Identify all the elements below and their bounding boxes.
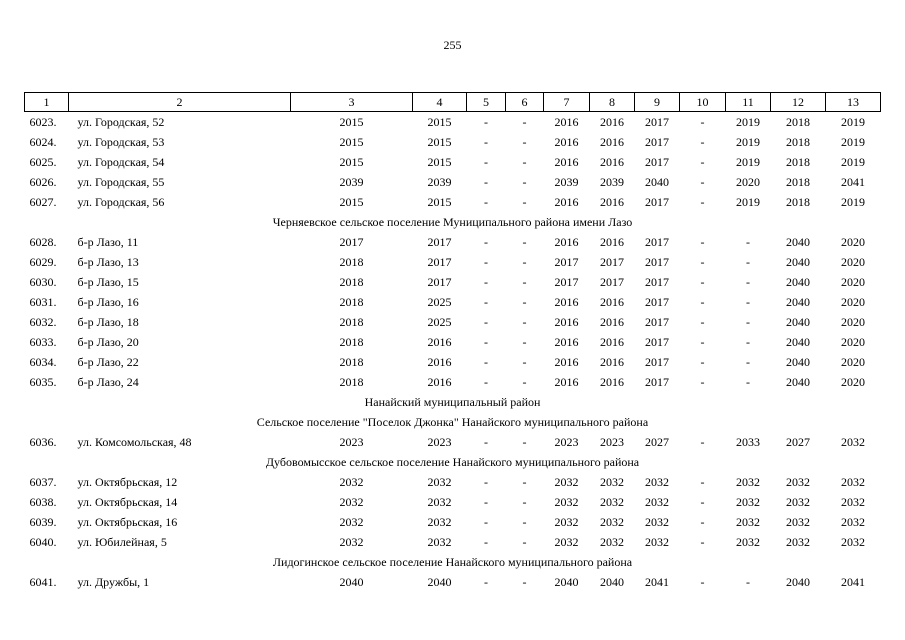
value-cell: 2019 xyxy=(736,115,760,129)
value-cell: - xyxy=(700,535,705,549)
value-cell: 2040 xyxy=(645,175,669,189)
value-cell: 2027 xyxy=(645,435,669,449)
value-cell: - xyxy=(484,435,488,449)
value-cell: 2019 xyxy=(841,195,865,209)
value-cell: 2018 xyxy=(339,295,364,309)
value-cell: 2032 xyxy=(841,495,865,509)
value-cell: 2016 xyxy=(554,355,579,369)
value-cell: 2041 xyxy=(841,575,865,589)
value-cell: - xyxy=(484,255,488,269)
value-cell: - xyxy=(522,115,527,129)
value-cell: - xyxy=(700,115,705,129)
value-cell: - xyxy=(484,475,488,489)
value-cell: 2041 xyxy=(841,175,865,189)
value-cell: - xyxy=(746,575,750,589)
row-number: 6035. xyxy=(29,375,57,389)
value-cell: - xyxy=(484,115,488,129)
column-header: 2 xyxy=(69,93,291,112)
value-cell: 2040 xyxy=(786,315,810,329)
value-cell: - xyxy=(746,295,750,309)
value-cell: 2016 xyxy=(554,195,579,209)
value-cell: 2032 xyxy=(427,535,452,549)
value-cell: 2032 xyxy=(786,475,810,489)
value-cell: 2032 xyxy=(339,495,364,509)
table-row xyxy=(25,492,881,512)
value-cell: 2040 xyxy=(427,575,452,589)
table-row xyxy=(25,132,881,152)
value-cell: 2018 xyxy=(786,155,810,169)
value-cell: 2032 xyxy=(736,515,760,529)
value-cell: 2032 xyxy=(841,475,865,489)
value-cell: 2032 xyxy=(645,475,669,489)
value-cell: - xyxy=(484,575,488,589)
value-cell: 2027 xyxy=(786,435,810,449)
value-cell: 2017 xyxy=(645,315,669,329)
value-cell: 2020 xyxy=(841,355,865,369)
value-cell: 2015 xyxy=(339,135,364,149)
value-cell: 2040 xyxy=(786,295,810,309)
value-cell: - xyxy=(484,295,488,309)
address-cell: б-р Лазо, 11 xyxy=(77,235,139,249)
address-cell: ул. Городская, 55 xyxy=(77,175,165,189)
table-row xyxy=(25,572,881,592)
value-cell: - xyxy=(484,515,488,529)
value-cell: 2032 xyxy=(786,535,810,549)
value-cell: - xyxy=(522,335,527,349)
table-row xyxy=(25,292,881,312)
value-cell: 2039 xyxy=(339,175,364,189)
value-cell: - xyxy=(522,355,527,369)
value-cell: 2040 xyxy=(600,575,624,589)
row-number: 6041. xyxy=(29,575,57,589)
value-cell: - xyxy=(700,335,705,349)
value-cell: - xyxy=(746,335,750,349)
table-row xyxy=(25,232,881,252)
address-cell: б-р Лазо, 13 xyxy=(77,255,139,269)
value-cell: 2032 xyxy=(841,435,865,449)
value-cell: 2018 xyxy=(339,315,364,329)
row-number: 6036. xyxy=(29,435,57,449)
row-number: 6028. xyxy=(29,235,57,249)
table-row xyxy=(25,252,881,272)
row-number: 6031. xyxy=(29,295,57,309)
value-cell: - xyxy=(700,495,705,509)
value-cell: 2018 xyxy=(786,195,810,209)
column-header: 6 xyxy=(506,93,544,112)
value-cell: 2015 xyxy=(339,115,364,129)
value-cell: 2032 xyxy=(554,535,579,549)
value-cell: 2016 xyxy=(600,375,624,389)
column-header: 1 xyxy=(25,93,69,112)
value-cell: 2016 xyxy=(600,195,624,209)
value-cell: 2023 xyxy=(339,435,364,449)
table-row xyxy=(25,192,881,212)
value-cell: 2016 xyxy=(554,115,579,129)
value-cell: - xyxy=(700,255,705,269)
address-cell: ул. Юбилейная, 5 xyxy=(77,535,167,549)
table-row xyxy=(25,432,881,452)
value-cell: - xyxy=(700,475,705,489)
value-cell: - xyxy=(484,135,488,149)
value-cell: - xyxy=(700,355,705,369)
value-cell: 2040 xyxy=(554,575,579,589)
row-number: 6037. xyxy=(29,475,57,489)
value-cell: 2032 xyxy=(736,535,760,549)
value-cell: 2015 xyxy=(339,195,364,209)
header-row xyxy=(25,93,881,112)
value-cell: 2032 xyxy=(339,475,364,489)
column-header: 11 xyxy=(726,93,771,112)
row-number: 6034. xyxy=(29,355,57,369)
value-cell: 2032 xyxy=(554,515,579,529)
value-cell: - xyxy=(746,355,750,369)
value-cell: - xyxy=(484,335,488,349)
value-cell: 2040 xyxy=(786,275,810,289)
address-cell: б-р Лазо, 24 xyxy=(77,375,139,389)
value-cell: 2032 xyxy=(645,535,669,549)
row-number: 6032. xyxy=(29,315,57,329)
value-cell: 2023 xyxy=(427,435,452,449)
value-cell: 2018 xyxy=(339,335,364,349)
value-cell: - xyxy=(484,155,488,169)
value-cell: 2040 xyxy=(339,575,364,589)
value-cell: - xyxy=(484,175,488,189)
value-cell: 2016 xyxy=(600,155,624,169)
value-cell: - xyxy=(522,275,527,289)
value-cell: - xyxy=(522,575,527,589)
value-cell: 2040 xyxy=(786,235,810,249)
value-cell: 2017 xyxy=(427,275,452,289)
value-cell: - xyxy=(700,195,705,209)
value-cell: 2032 xyxy=(600,475,624,489)
value-cell: 2032 xyxy=(645,515,669,529)
value-cell: 2019 xyxy=(736,195,760,209)
value-cell: - xyxy=(700,275,705,289)
row-number: 6027. xyxy=(29,195,57,209)
value-cell: 2016 xyxy=(600,315,624,329)
column-header: 8 xyxy=(590,93,635,112)
value-cell: 2041 xyxy=(645,575,669,589)
value-cell: 2023 xyxy=(554,435,579,449)
value-cell: 2020 xyxy=(841,255,865,269)
value-cell: 2032 xyxy=(339,535,364,549)
value-cell: 2032 xyxy=(645,495,669,509)
section-heading-row xyxy=(25,212,881,232)
section-heading: Дубовомысское сельское поселение Нанайского муниципального района xyxy=(265,455,640,469)
address-cell: б-р Лазо, 18 xyxy=(77,315,139,329)
value-cell: 2032 xyxy=(554,475,579,489)
value-cell: 2018 xyxy=(786,135,810,149)
value-cell: 2039 xyxy=(427,175,452,189)
value-cell: 2032 xyxy=(736,475,760,489)
value-cell: 2017 xyxy=(427,235,452,249)
value-cell: 2032 xyxy=(786,495,810,509)
row-number: 6025. xyxy=(29,155,57,169)
value-cell: 2020 xyxy=(736,175,760,189)
value-cell: 2032 xyxy=(736,495,760,509)
value-cell: 2019 xyxy=(841,115,865,129)
value-cell: 2040 xyxy=(786,355,810,369)
value-cell: 2033 xyxy=(736,435,760,449)
value-cell: 2032 xyxy=(554,495,579,509)
value-cell: 2018 xyxy=(339,255,364,269)
value-cell: 2039 xyxy=(554,175,579,189)
value-cell: 2016 xyxy=(427,335,452,349)
table-row xyxy=(25,272,881,292)
value-cell: - xyxy=(700,135,705,149)
value-cell: - xyxy=(700,155,705,169)
column-header: 3 xyxy=(291,93,413,112)
value-cell: 2016 xyxy=(427,375,452,389)
value-cell: 2040 xyxy=(786,375,810,389)
value-cell: 2016 xyxy=(554,235,579,249)
table-row xyxy=(25,172,881,192)
value-cell: - xyxy=(746,255,750,269)
page-number: 255 xyxy=(443,38,462,52)
row-number: 6029. xyxy=(29,255,57,269)
value-cell: 2016 xyxy=(600,335,624,349)
column-header: 9 xyxy=(635,93,680,112)
value-cell: - xyxy=(522,135,527,149)
value-cell: - xyxy=(522,535,527,549)
table-row xyxy=(25,372,881,392)
address-cell: ул. Городская, 54 xyxy=(77,155,165,169)
value-cell: - xyxy=(746,375,750,389)
value-cell: 2017 xyxy=(600,275,624,289)
value-cell: 2016 xyxy=(554,295,579,309)
address-cell: ул. Октябрьская, 12 xyxy=(77,475,178,489)
value-cell: 2019 xyxy=(841,155,865,169)
data-table xyxy=(24,92,881,592)
value-cell: - xyxy=(700,315,705,329)
value-cell: 2018 xyxy=(339,355,364,369)
value-cell: 2025 xyxy=(427,315,452,329)
value-cell: 2017 xyxy=(645,375,669,389)
value-cell: 2016 xyxy=(554,375,579,389)
value-cell: 2032 xyxy=(339,515,364,529)
value-cell: - xyxy=(484,195,488,209)
value-cell: - xyxy=(522,375,527,389)
value-cell: 2017 xyxy=(645,255,669,269)
value-cell: 2019 xyxy=(736,155,760,169)
table-row xyxy=(25,472,881,492)
value-cell: 2020 xyxy=(841,275,865,289)
value-cell: 2016 xyxy=(554,135,579,149)
value-cell: 2040 xyxy=(786,575,810,589)
column-header: 10 xyxy=(680,93,726,112)
section-heading-row xyxy=(25,552,881,572)
value-cell: 2016 xyxy=(600,355,624,369)
address-cell: б-р Лазо, 16 xyxy=(77,295,139,309)
value-cell: - xyxy=(700,375,705,389)
address-cell: б-р Лазо, 20 xyxy=(77,335,139,349)
value-cell: 2017 xyxy=(645,155,669,169)
value-cell: - xyxy=(522,195,527,209)
value-cell: 2032 xyxy=(600,495,624,509)
value-cell: 2017 xyxy=(645,275,669,289)
value-cell: 2015 xyxy=(427,115,452,129)
section-heading: Нанайский муниципальный район xyxy=(364,395,541,409)
value-cell: - xyxy=(484,315,488,329)
value-cell: 2040 xyxy=(786,335,810,349)
section-heading-row xyxy=(25,392,881,412)
table-row xyxy=(25,112,881,133)
address-cell: ул. Городская, 56 xyxy=(77,195,165,209)
address-cell: ул. Дружбы, 1 xyxy=(77,575,150,589)
row-number: 6038. xyxy=(29,495,57,509)
value-cell: - xyxy=(700,295,705,309)
value-cell: 2017 xyxy=(645,295,669,309)
row-number: 6033. xyxy=(29,335,57,349)
value-cell: 2017 xyxy=(645,235,669,249)
table-row xyxy=(25,352,881,372)
value-cell: - xyxy=(700,435,705,449)
value-cell: - xyxy=(522,295,527,309)
value-cell: 2040 xyxy=(786,255,810,269)
column-header: 13 xyxy=(826,93,881,112)
value-cell: 2032 xyxy=(600,535,624,549)
address-cell: ул. Городская, 53 xyxy=(77,135,165,149)
value-cell: 2023 xyxy=(600,435,624,449)
value-cell: - xyxy=(522,435,527,449)
column-header: 4 xyxy=(413,93,467,112)
value-cell: 2018 xyxy=(339,275,364,289)
value-cell: 2018 xyxy=(786,175,810,189)
value-cell: 2032 xyxy=(786,515,810,529)
value-cell: 2015 xyxy=(339,155,364,169)
row-number: 6030. xyxy=(29,275,57,289)
value-cell: 2015 xyxy=(427,195,452,209)
value-cell: 2017 xyxy=(645,195,669,209)
value-cell: 2015 xyxy=(427,135,452,149)
value-cell: 2016 xyxy=(554,155,579,169)
value-cell: 2016 xyxy=(554,335,579,349)
value-cell: 2032 xyxy=(841,535,865,549)
row-number: 6023. xyxy=(29,115,57,129)
row-number: 6026. xyxy=(29,175,57,189)
value-cell: - xyxy=(700,175,705,189)
value-cell: - xyxy=(700,235,705,249)
address-cell: ул. Комсомольская, 48 xyxy=(77,435,192,449)
value-cell: 2020 xyxy=(841,375,865,389)
address-cell: ул. Городская, 52 xyxy=(77,115,165,129)
value-cell: - xyxy=(522,475,527,489)
value-cell: - xyxy=(522,515,527,529)
value-cell: 2019 xyxy=(736,135,760,149)
value-cell: - xyxy=(522,155,527,169)
table-row xyxy=(25,152,881,172)
value-cell: 2020 xyxy=(841,295,865,309)
table-row xyxy=(25,512,881,532)
row-number: 6039. xyxy=(29,515,57,529)
value-cell: 2016 xyxy=(427,355,452,369)
address-cell: ул. Октябрьская, 14 xyxy=(77,495,178,509)
value-cell: - xyxy=(522,255,527,269)
value-cell: - xyxy=(700,515,705,529)
value-cell: 2017 xyxy=(554,275,579,289)
table-row xyxy=(25,312,881,332)
value-cell: 2032 xyxy=(841,515,865,529)
value-cell: 2015 xyxy=(427,155,452,169)
column-header: 5 xyxy=(467,93,506,112)
value-cell: 2020 xyxy=(841,315,865,329)
address-cell: б-р Лазо, 15 xyxy=(77,275,139,289)
value-cell: 2017 xyxy=(339,235,364,249)
column-header: 12 xyxy=(771,93,826,112)
value-cell: 2017 xyxy=(600,255,624,269)
value-cell: 2032 xyxy=(427,515,452,529)
table-row xyxy=(25,532,881,552)
value-cell: 2039 xyxy=(600,175,624,189)
value-cell: 2017 xyxy=(645,135,669,149)
value-cell: 2019 xyxy=(841,135,865,149)
value-cell: - xyxy=(522,315,527,329)
value-cell: 2016 xyxy=(600,115,624,129)
value-cell: - xyxy=(522,495,527,509)
section-heading: Сельское поселение "Поселок Джонка" Нанайского муниципального района xyxy=(256,415,649,429)
value-cell: 2016 xyxy=(554,315,579,329)
value-cell: 2032 xyxy=(600,515,624,529)
value-cell: - xyxy=(746,235,750,249)
section-heading-row xyxy=(25,412,881,432)
table-body xyxy=(25,112,881,593)
value-cell: - xyxy=(484,235,488,249)
value-cell: - xyxy=(700,575,705,589)
value-cell: 2016 xyxy=(600,135,624,149)
value-cell: 2017 xyxy=(427,255,452,269)
value-cell: - xyxy=(746,275,750,289)
value-cell: 2032 xyxy=(427,495,452,509)
section-heading-row xyxy=(25,452,881,472)
address-cell: б-р Лазо, 22 xyxy=(77,355,139,369)
value-cell: - xyxy=(484,355,488,369)
value-cell: 2017 xyxy=(645,115,669,129)
value-cell: - xyxy=(746,315,750,329)
value-cell: 2017 xyxy=(554,255,579,269)
value-cell: - xyxy=(522,175,527,189)
section-heading: Черняевское сельское поселение Муниципального района имени Лазо xyxy=(272,215,633,229)
value-cell: 2016 xyxy=(600,295,624,309)
value-cell: 2016 xyxy=(600,235,624,249)
row-number: 6024. xyxy=(29,135,57,149)
value-cell: 2017 xyxy=(645,355,669,369)
value-cell: 2018 xyxy=(786,115,810,129)
value-cell: - xyxy=(522,235,527,249)
value-cell: 2020 xyxy=(841,235,865,249)
table-row xyxy=(25,332,881,352)
value-cell: 2017 xyxy=(645,335,669,349)
value-cell: - xyxy=(484,375,488,389)
value-cell: 2032 xyxy=(427,475,452,489)
value-cell: 2018 xyxy=(339,375,364,389)
column-header: 7 xyxy=(544,93,590,112)
section-heading: Лидогинское сельское поселение Нанайского муниципального района xyxy=(272,555,633,569)
value-cell: 2025 xyxy=(427,295,452,309)
value-cell: - xyxy=(484,535,488,549)
row-number: 6040. xyxy=(29,535,57,549)
value-cell: 2020 xyxy=(841,335,865,349)
value-cell: - xyxy=(484,495,488,509)
value-cell: - xyxy=(484,275,488,289)
address-cell: ул. Октябрьская, 16 xyxy=(77,515,178,529)
